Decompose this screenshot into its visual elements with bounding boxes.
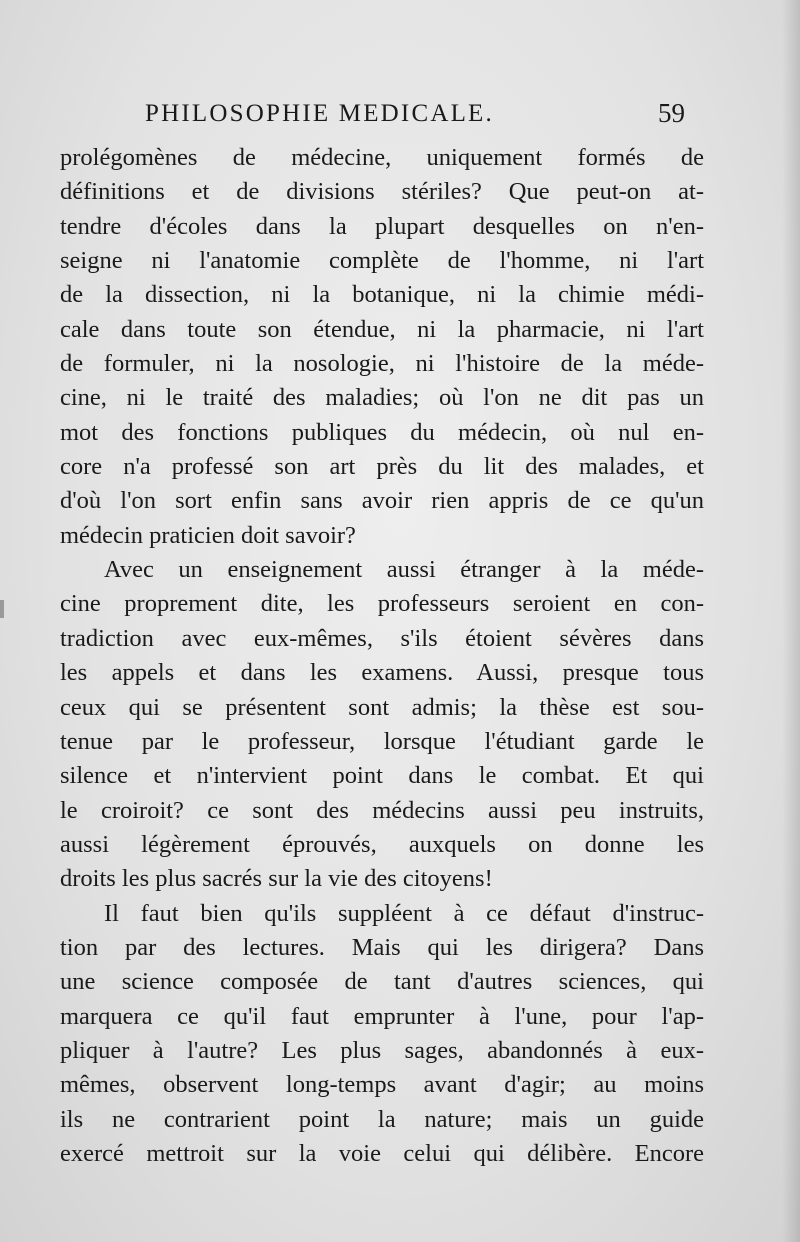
page-header — [145, 100, 685, 136]
margin-mark — [0, 600, 4, 618]
text-line: droits les plus sacrés sur la vie des citoyens! — [60, 865, 493, 893]
text-line: une science composée de tant d'autres sciences, qui — [60, 968, 704, 996]
text-line: prolégomènes de médecine, uniquement formés de — [60, 144, 704, 171]
text-line: aussi légèrement éprouvés, auxquels on donne les — [60, 830, 704, 858]
text-line: seigne ni l'anatomie complète de l'homme, ni l'art — [60, 247, 704, 275]
text-line: exercé mettroit sur la voie celui qui délibère. Encore — [60, 1139, 704, 1167]
text-line: de la dissection, ni la botanique, ni la chimie médi- — [60, 281, 704, 309]
text-line: cine, ni le traité des maladies; où l'on ne dit pas un — [60, 384, 704, 412]
text-line: d'où l'on sort enfin sans avoir rien appris de ce qu'un — [60, 487, 704, 515]
text-line: silence et n'intervient point dans le combat. Et qui — [60, 762, 704, 790]
text-line: core n'a professé son art près du lit des malades, et — [60, 453, 704, 481]
text-line: médecin praticien doit savoir? — [60, 521, 356, 549]
text-line: définitions et de divisions stériles? Que peut-on at- — [60, 178, 704, 206]
text-line: mot des fonctions publiques du médecin, où nul en- — [60, 418, 704, 446]
text-line: tion par des lectures. Mais qui les dirigera? Dans — [60, 933, 704, 961]
running-title: PHILOSOPHIE MEDICALE. — [145, 100, 494, 127]
text-line: cale dans toute son étendue, ni la pharmacie, ni l'art — [60, 315, 704, 343]
text-line: le croiroit? ce sont des médecins aussi peu instruits, — [60, 796, 704, 824]
text-line: tenue par le professeur, lorsque l'étudiant garde le — [60, 727, 704, 755]
text-line: ils ne contrarient point la nature; mais un guide — [60, 1105, 704, 1133]
body-text — [60, 141, 704, 1171]
text-line: Avec un enseignement aussi étranger à la méde- — [104, 556, 704, 584]
text-line: ceux qui se présentent sont admis; la thèse est sou- — [60, 693, 704, 721]
text-line: Il faut bien qu'ils suppléent à ce défaut d'instruc- — [104, 899, 704, 927]
text-line: mêmes, observent long-temps avant d'agir; au moins — [60, 1071, 704, 1099]
text-line: tradiction avec eux-mêmes, s'ils étoient sévères dans — [60, 624, 704, 652]
page-number: 59 — [658, 98, 685, 128]
text-line: les appels et dans les examens. Aussi, presque tous — [60, 659, 704, 687]
text-line: pliquer à l'autre? Les plus sages, abandonnés à eux- — [60, 1036, 704, 1064]
text-line: marquera ce qu'il faut emprunter à l'une, pour l'ap- — [60, 1002, 704, 1030]
text-line: de formuler, ni la nosologie, ni l'histoire de la méde- — [60, 350, 704, 378]
text-line: cine proprement dite, les professeurs seroient en con- — [60, 590, 704, 618]
text-line: tendre d'écoles dans la plupart desquelles on n'en- — [60, 212, 704, 240]
page-edge-shadow — [782, 0, 800, 1242]
